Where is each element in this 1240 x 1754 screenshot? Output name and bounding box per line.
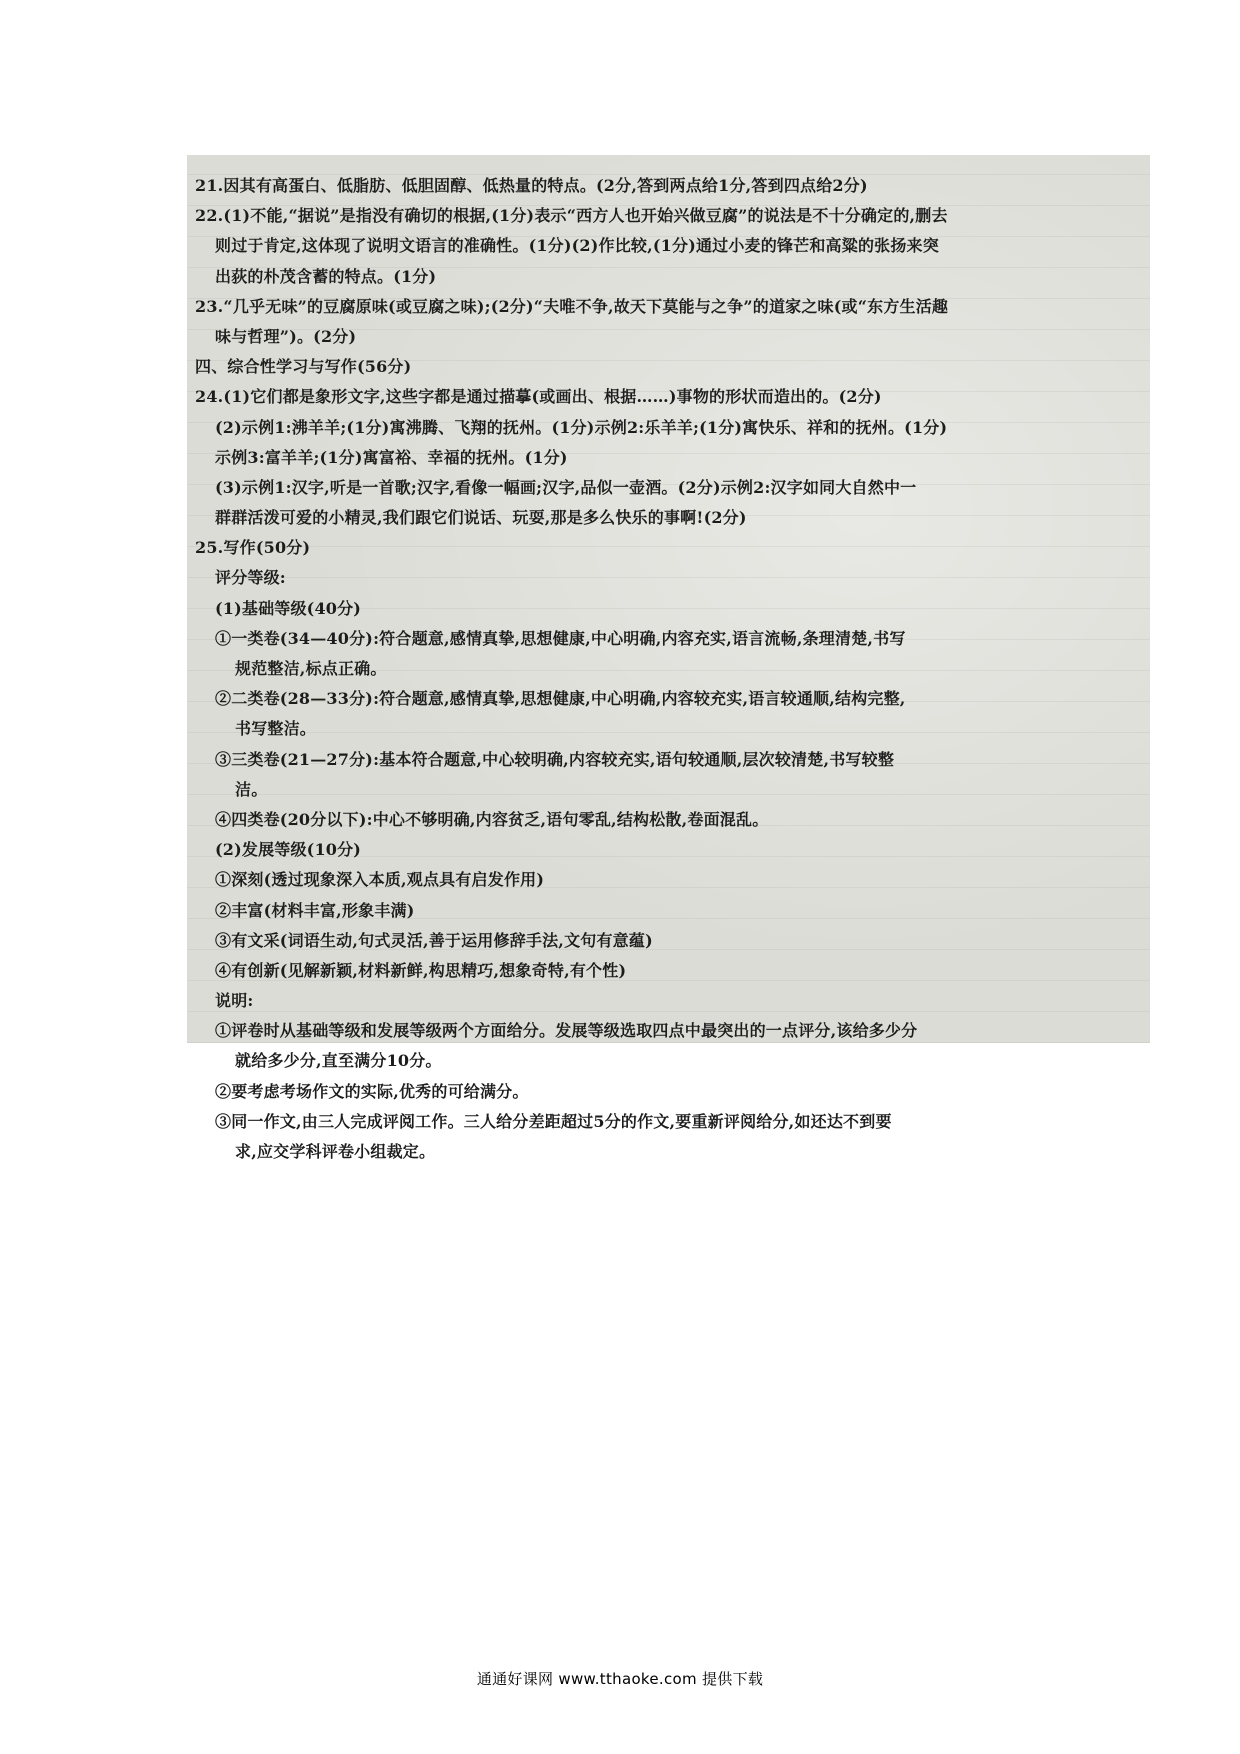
text-line: ①一类卷(34—40分):符合题意,感情真挚,思想健康,中心明确,内容充实,语言流畅,条理清楚,书写 bbox=[215, 628, 906, 648]
text-line: 25.写作(50分) bbox=[195, 538, 311, 558]
text-line: (3)示例1:汉字,听是一首歌;汉字,看像一幅画;汉字,品似一壶酒。(2分)示例2:汉字如同大自然中一 bbox=[215, 477, 917, 497]
text-line: 23.“几乎无味”的豆腐原味(或豆腐之味);(2分)“夫唯不争,故天下莫能与之争”的道家之味(或“东方生活趣 bbox=[195, 296, 949, 316]
text-line: 书写整洁。 bbox=[235, 719, 317, 739]
text-line: ②要考虑考场作文的实际,优秀的可给满分。 bbox=[215, 1081, 529, 1101]
text-line: 求,应交学科评卷小组裁定。 bbox=[235, 1142, 436, 1161]
text-line: ①深刻(透过现象深入本质,观点具有启发作用) bbox=[215, 870, 545, 890]
text-line: (2)示例1:沸羊羊;(1分)寓沸腾、飞翔的抚州。(1分)示例2:乐羊羊;(1分)寓快乐、祥和的抚州。(1分) bbox=[215, 417, 948, 437]
text-line: ④四类卷(20分以下):中心不够明确,内容贫乏,语句零乱,结构松散,卷面混乱。 bbox=[215, 809, 769, 829]
text-line: (1)基础等级(40分) bbox=[215, 598, 362, 618]
text-line: (2)发展等级(10分) bbox=[215, 840, 362, 860]
text-line: 22.(1)不能,“据说”是指没有确切的根据,(1分)表示“西方人也开始兴做豆腐”的说法是不十分确定的,删去 bbox=[195, 206, 948, 226]
text-line: 说明: bbox=[215, 991, 254, 1011]
scanned-answer-sheet bbox=[187, 155, 1150, 1161]
text-line: ④有创新(见解新颖,材料新鲜,构思精巧,想象奇特,有个性) bbox=[215, 960, 627, 980]
text-line: 示例3:富羊羊;(1分)寓富裕、幸福的抚州。(1分) bbox=[215, 447, 568, 467]
text-line: ③三类卷(21—27分):基本符合题意,中心较明确,内容较充实,语句较通顺,层次较清楚,书写较整 bbox=[215, 749, 895, 769]
text-line: 群群活泼可爱的小精灵,我们跟它们说话、玩耍,那是多么快乐的事啊!(2分) bbox=[215, 508, 747, 528]
answer-text-block bbox=[195, 171, 1130, 1167]
text-line: ②丰富(材料丰富,形象丰满) bbox=[215, 900, 415, 920]
text-line: ③同一作文,由三人完成评阅工作。三人给分差距超过5分的作文,要重新评阅给分,如还达不到要 bbox=[215, 1111, 892, 1131]
text-line: 出荻的朴茂含蓄的特点。(1分) bbox=[215, 266, 437, 286]
text-line: ②二类卷(28—33分):符合题意,感情真挚,思想健康,中心明确,内容较充实,语言较通顺,结构完整, bbox=[215, 689, 906, 709]
text-line: 洁。 bbox=[235, 779, 268, 799]
text-line: 规范整洁,标点正确。 bbox=[235, 659, 387, 678]
text-line: 评分等级: bbox=[215, 568, 286, 588]
text-line: ①评卷时从基础等级和发展等级两个方面给分。发展等级选取四点中最突出的一点评分,该给多少分 bbox=[215, 1021, 918, 1041]
text-line: 味与哲理”)。(2分) bbox=[215, 326, 357, 346]
text-line: 24.(1)它们都是象形文字,这些字都是通过描摹(或画出、根据……)事物的形状而造出的。(2分) bbox=[195, 387, 882, 407]
footer-download-notice: 通通好课网 www.tthaoke.com 提供下载 bbox=[476, 1670, 764, 1688]
text-line: 就给多少分,直至满分10分。 bbox=[235, 1051, 442, 1071]
text-line: ③有文采(词语生动,句式灵活,善于运用修辞手法,文句有意蕴) bbox=[215, 930, 653, 950]
text-line: 21.因其有高蛋白、低脂肪、低胆固醇、低热量的特点。(2分,答到两点给1分,答到四点给2分) bbox=[195, 176, 868, 195]
text-line: 四、综合性学习与写作(56分) bbox=[195, 357, 412, 377]
text-line: 则过于肯定,这体现了说明文语言的准确性。(1分)(2)作比较,(1分)通过小麦的锋芒和高粱的张扬来突 bbox=[215, 236, 939, 256]
